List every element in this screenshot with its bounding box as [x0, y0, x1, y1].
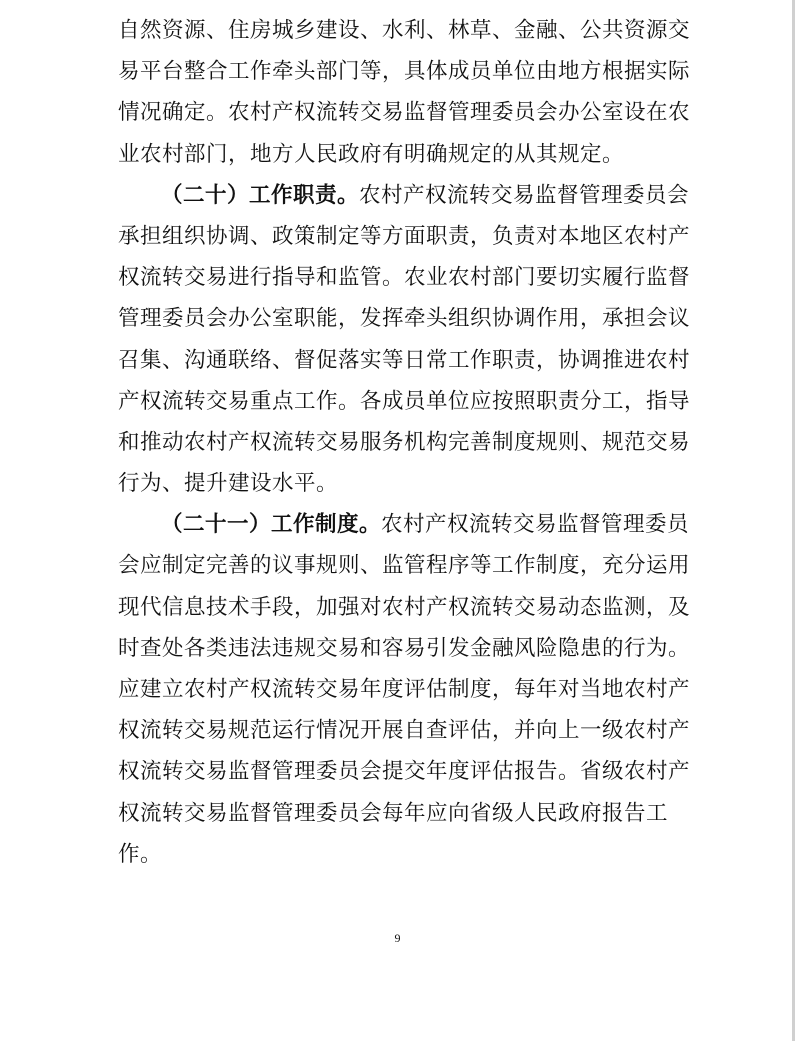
text-line: [118, 669, 691, 710]
line-text: 情况确定。农村产权流转交易监督管理委员会办公室设在农: [118, 100, 691, 126]
line-text: 易平台整合工作牵头部门等，具体成员单位由地方根据实际: [118, 59, 691, 85]
section-heading: （二十一）工作制度。: [161, 512, 382, 538]
text-line: [118, 134, 678, 175]
line-text: 农村产权流转交易监督管理委员: [381, 512, 690, 538]
text-line: [118, 216, 691, 257]
paragraph-start-line: [118, 504, 690, 545]
text-line: [118, 51, 691, 92]
text-line: [118, 834, 678, 875]
line-text: 自然资源、住房城乡建设、水利、林草、金融、公共资源交: [118, 18, 691, 43]
text-line: [118, 710, 691, 751]
line-text: 权流转交易监督管理委员会提交年度评估报告。省级农村产: [118, 759, 691, 785]
line-text: 产权流转交易重点工作。各成员单位应按照职责分工，指导: [118, 388, 691, 414]
page-number: 9: [394, 931, 401, 945]
text-line: [118, 793, 678, 834]
line-text: 业农村部门，地方人民政府有明确规定的从其规定。: [118, 141, 625, 167]
line-text: 和推动农村产权流转交易服务机构完善制度规则、规范交易: [118, 429, 691, 455]
text-line: [118, 422, 691, 463]
line-text: 管理委员会办公室职能，发挥牵头组织协调作用，承担会议: [118, 306, 691, 332]
line-text: 会应制定完善的议事规则、监管程序等工作制度，充分运用: [118, 553, 691, 579]
section-heading: （二十）工作职责。: [161, 182, 360, 208]
line-text: 权流转交易监督管理委员会每年应向省级人民政府报告工: [118, 800, 669, 826]
text-line: [118, 545, 691, 586]
text-line: [118, 751, 691, 792]
body-text: [118, 10, 691, 875]
text-line: [118, 10, 691, 51]
line-text: 权流转交易进行指导和监管。农业农村部门要切实履行监督: [118, 265, 691, 291]
line-text: 承担组织协调、政策制定等方面职责，负责对本地区农村产: [118, 223, 691, 249]
paragraph-start-line: [118, 175, 690, 216]
text-line: [118, 463, 678, 504]
text-line: [118, 92, 691, 133]
line-text: 权流转交易规范运行情况开展自查评估，并向上一级农村产: [118, 718, 691, 744]
line-text: 行为、提升建设水平。: [118, 471, 339, 497]
line-text: 农村产权流转交易监督管理委员会: [359, 182, 690, 208]
line-text: 现代信息技术手段，加强对农村产权流转交易动态监测，及: [118, 594, 691, 620]
text-line: [118, 340, 691, 381]
line-text: 召集、沟通联络、督促落实等日常工作职责，协调推进农村: [118, 347, 691, 373]
text-line: [118, 587, 691, 628]
line-text: 应建立农村产权流转交易年度评估制度，每年对当地农村产: [118, 677, 691, 702]
line-text: 作。: [118, 841, 163, 867]
text-line: [118, 298, 691, 339]
line-text: 时查处各类违法违规交易和容易引发金融风险隐患的行为。: [118, 635, 691, 661]
text-line: [118, 628, 691, 669]
text-line: [118, 381, 691, 422]
text-line: [118, 257, 691, 298]
